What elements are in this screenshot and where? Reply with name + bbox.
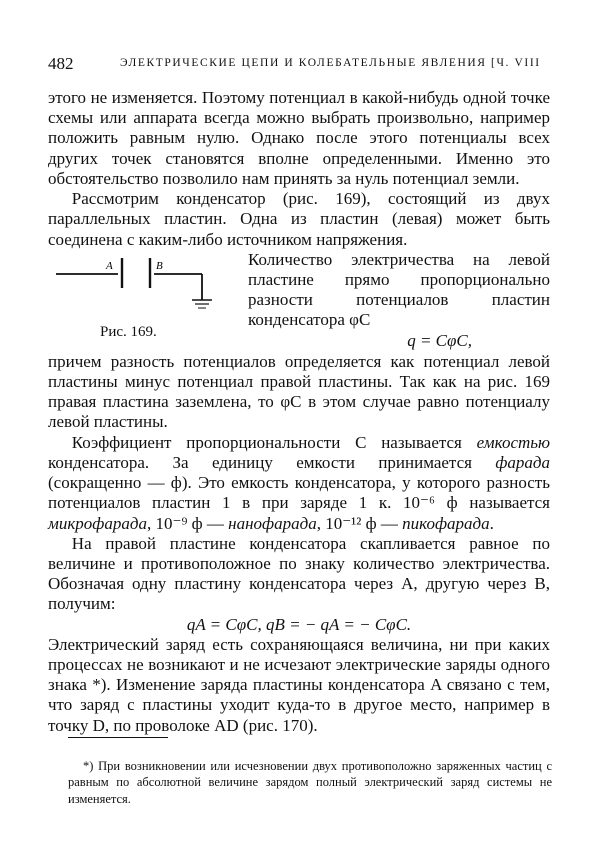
term-nanofarad: нанофарада	[228, 513, 317, 533]
formula-q-c-phi: q = CφC,	[407, 330, 472, 350]
term-picofarad: пикофарада	[402, 513, 490, 533]
paragraph-1: этого не изменяется. Поэтому потенциал в какой-нибудь одной точке схемы или аппарата всегда можно выбрать произвольно, например положить равным нулю. Однако после этого потенциалы всех других точек становятся вполне определенными. Именно это обстоятельство позволило нам принять за нуль потенциал земли.	[48, 88, 550, 188]
paragraph-5: На правой пластине конденсатора скапливается равное по величине и противоположное по знаку количество электричества. Обозначая одну пластину конденсатора через A, другую через B, получим:	[48, 533, 550, 614]
footnote: *) При возникновении или исчезновении двух противоположно заряженных частиц с равным по абсолютной величине зарядом полный электрический заряд системы не изменяется.	[68, 758, 552, 807]
term-capacity: емкостью	[476, 432, 550, 452]
p4-text-2: конденсатора. За единицу емкости принимается	[48, 452, 496, 472]
main-text	[48, 88, 550, 736]
figure-wrap-block	[48, 250, 550, 352]
running-title: ЭЛЕКТРИЧЕСКИЕ ЦЕПИ И КОЛЕБАТЕЛЬНЫЕ ЯВЛЕНИЯ [Ч. VIII	[120, 57, 541, 69]
paragraph-2-wrapped: Количество электричества на левой пластине прямо пропорционально разности потенциалов пластин конденсатора φC	[248, 249, 550, 330]
p4-text-4: , 10⁻⁹ ф —	[146, 513, 229, 533]
page-number: 482	[48, 54, 74, 73]
paragraph-6: Электрический заряд есть сохраняющаяся величина, ни при каких процессах не возникают и не исчезают электрические заряды одного знака *). Изменение заряда пластины конденсатора A связано с тем, что заряд с пластины уходит куда-то в другое место, например в точку D, по проволоке AD (рис. 170).	[48, 634, 550, 735]
label-b: B	[156, 259, 163, 272]
paragraph-3: причем разность потенциалов определяется как потенциал левой пластины минус потенциал правой пластины. Так как на рис. 169 правая пластина заземлена, то φC в этом случае равно потенциалу левой пластины.	[48, 351, 550, 432]
capacitor-diagram	[48, 256, 238, 326]
p4-text-6: .	[489, 513, 494, 533]
p4-text-3: (сокращенно — ф). Это емкость конденсатора, у которого разность потенциалов пластин 1 в при заряде 1 к. 10⁻⁶ ф называется	[48, 473, 550, 513]
term-microfarad: микрофарада	[48, 513, 147, 533]
running-header	[48, 54, 560, 76]
p4-text-5: , 10⁻¹² ф —	[316, 513, 403, 533]
figure-169	[48, 252, 238, 352]
paragraph-2: Рассмотрим конденсатор (рис. 169), состоящий из двух параллельных пластин. Одна из пластин (левая) может быть соединена с каким-либо источником напряжения.	[48, 189, 550, 249]
figure-caption: Рис. 169.	[100, 323, 157, 340]
footnote-rule	[68, 737, 168, 738]
label-a: A	[106, 259, 113, 272]
term-farad: фарада	[495, 452, 550, 472]
paragraph-4	[48, 433, 550, 534]
p4-text-1: Коэффициент пропорциональности C называется	[71, 432, 477, 452]
formula-charges: qA = CφC, qB = − qA = − CφC.	[186, 614, 412, 634]
